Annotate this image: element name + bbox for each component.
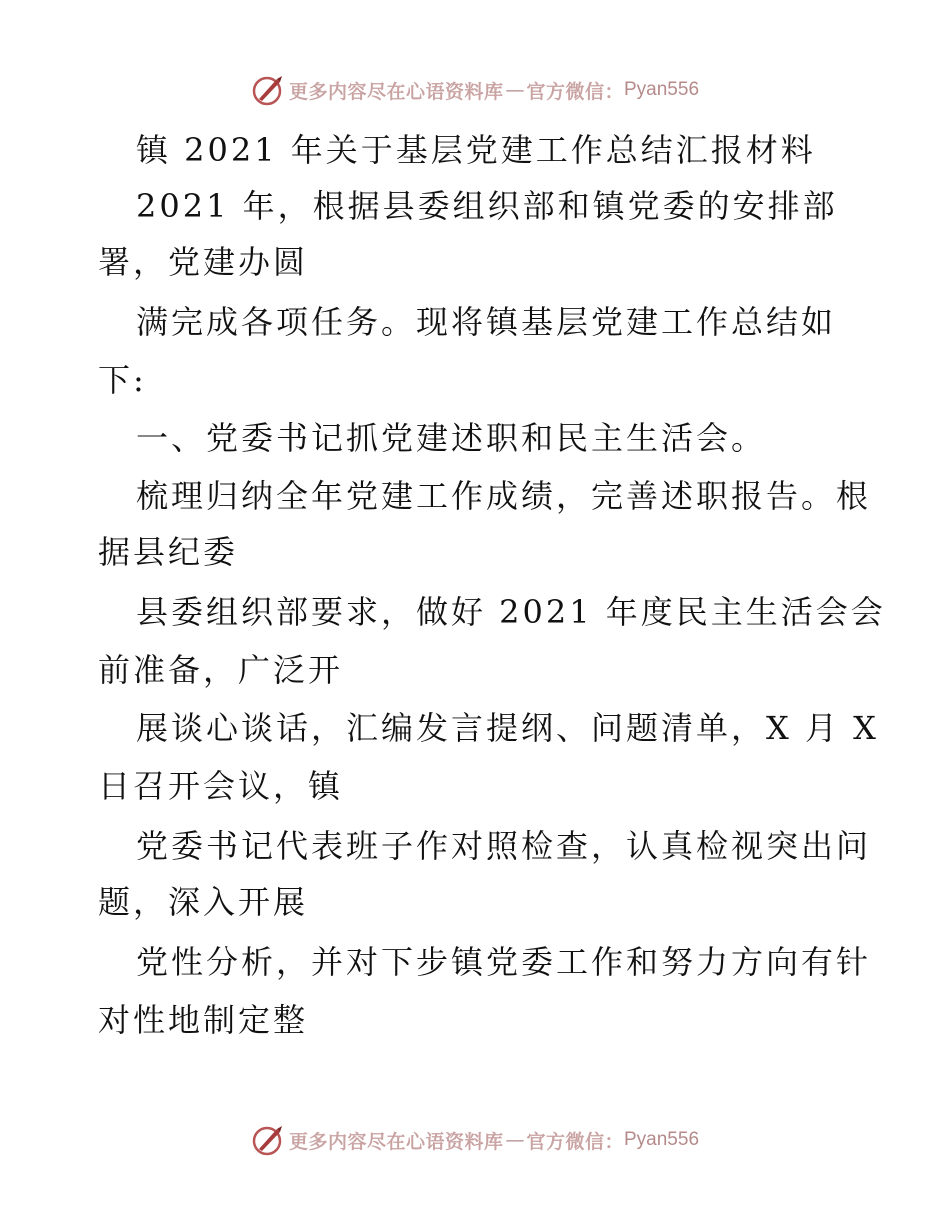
watermark-footer (0, 1120, 950, 1160)
watermark-main-text: 更多内容尽在心语资料库 (288, 1130, 504, 1153)
paragraph-line: 展谈心谈话，汇编发言提纲、问题清单，X 月 X (136, 709, 879, 747)
paragraph-line: 题，深入开展 (98, 883, 309, 921)
paragraph-line: 署，党建办圆 (98, 243, 309, 281)
quill-pen-circle-icon (251, 73, 285, 107)
watermark-label: 官方微信： (526, 1130, 624, 1153)
paragraph-line: 2021 年，根据县委组织部和镇党委的安排部 (136, 187, 838, 225)
paragraph-line: 据县纪委 (98, 533, 239, 571)
paragraph-line: 县委组织部要求，做好 2021 年度民主生活会会 (136, 593, 886, 631)
paragraph-line: 日召开会议，镇 (98, 767, 344, 805)
watermark-separator: — (505, 79, 525, 101)
watermark-main-text: 更多内容尽在心语资料库 (288, 80, 504, 103)
paragraph-line: 梳理归纳全年党建工作成绩，完善述职报告。根 (136, 477, 872, 515)
watermark-label: 官方微信： (526, 80, 624, 103)
paragraph-line: 对性地制定整 (98, 1001, 309, 1039)
paragraph-line: 党委书记代表班子作对照检查，认真检视突出问 (136, 827, 872, 865)
paragraph-line: 下: (98, 361, 147, 399)
watermark-header (0, 70, 950, 110)
section-heading: 一、党委书记抓党建述职和民主生活会。 (136, 419, 767, 457)
watermark-separator: — (505, 1129, 525, 1151)
document-title: 镇 2021 年关于基层党建工作总结汇报材料 (136, 131, 816, 169)
paragraph-line: 前准备，广泛开 (98, 651, 344, 689)
watermark-account: Pyan556 (624, 79, 700, 100)
paragraph-line: 满完成各项任务。现将镇基层党建工作总结如 (136, 303, 837, 341)
watermark-account: Pyan556 (624, 1129, 700, 1150)
quill-pen-circle-icon (251, 1123, 285, 1157)
paragraph-line: 党性分析，并对下步镇党委工作和努力方向有针 (136, 943, 872, 981)
